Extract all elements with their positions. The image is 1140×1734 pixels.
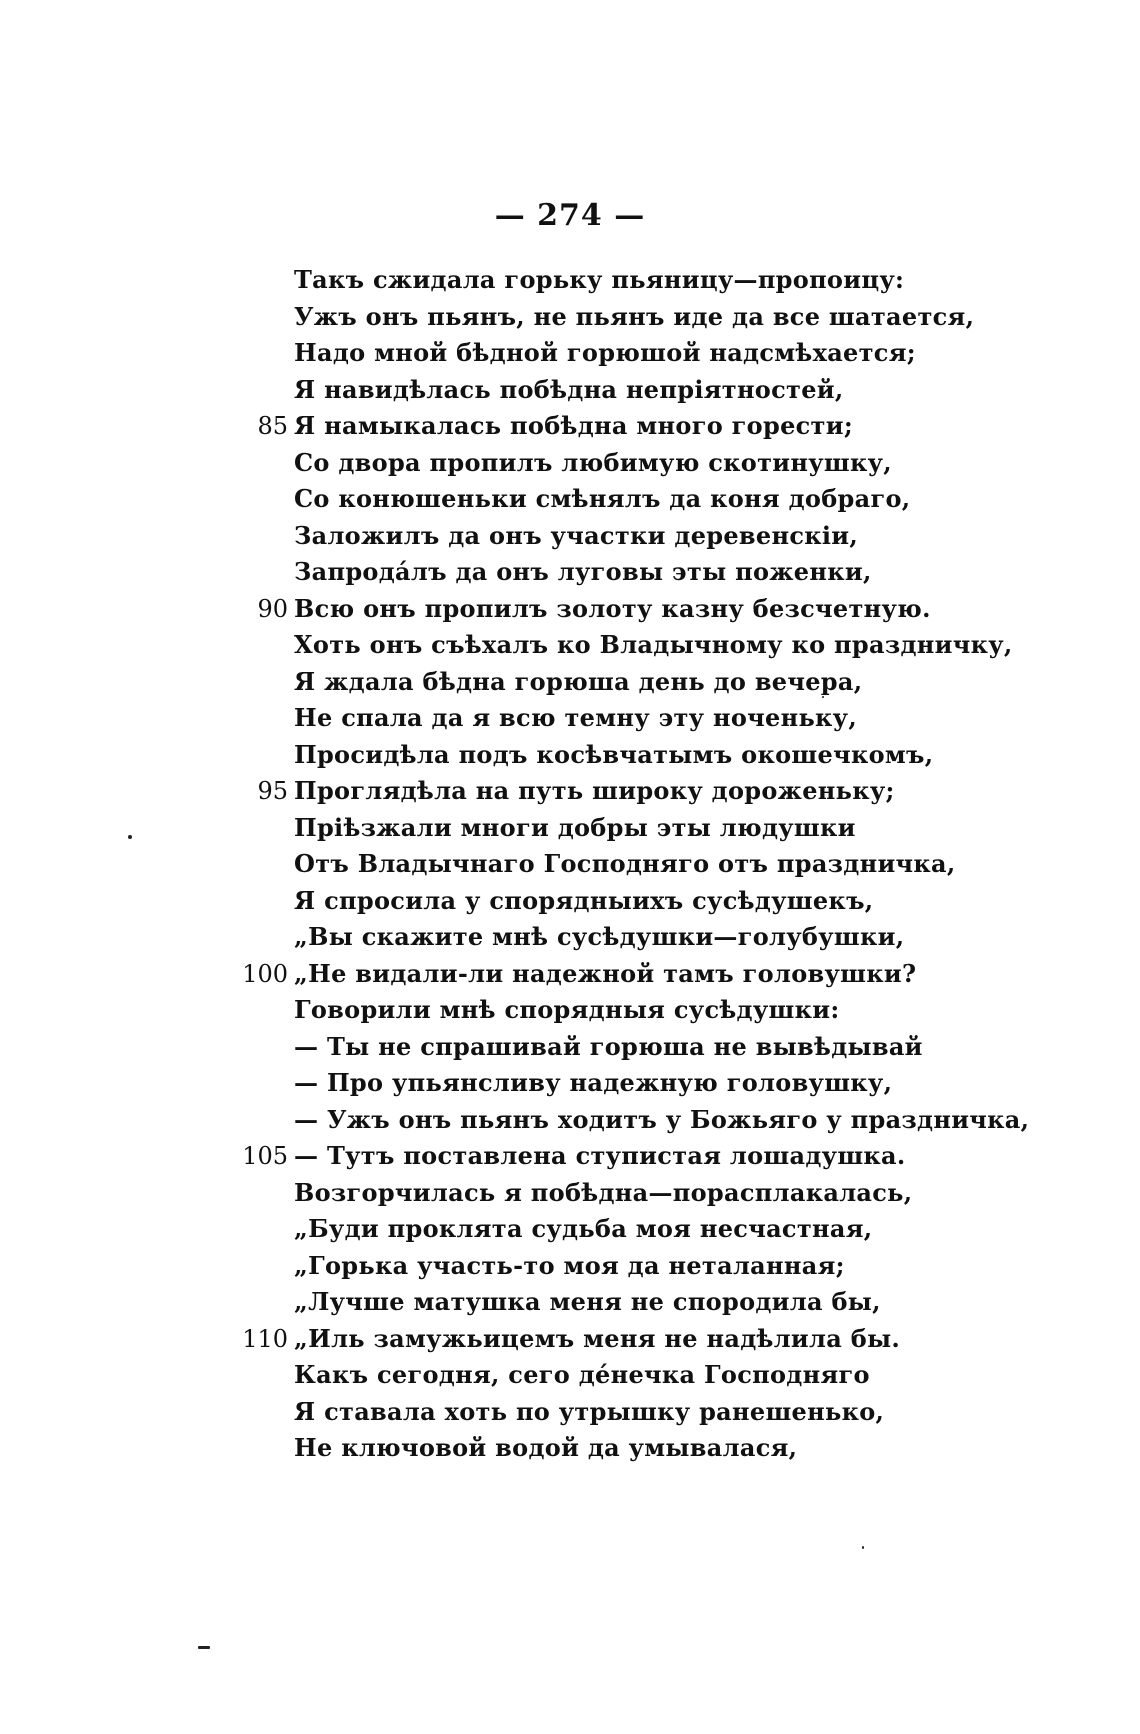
poem-line (0, 956, 1140, 993)
line-text: „Буди проклята судьба моя несчастная, (294, 1214, 873, 1243)
line-text: Какъ сегодня, сего де́нечка Господняго (294, 1360, 870, 1389)
line-number: 90 (257, 594, 288, 623)
poem-line (0, 591, 1140, 628)
poem-line (0, 518, 1140, 555)
line-text: Отъ Владычнаго Господняго отъ праздничка, (294, 849, 956, 878)
line-text: Надо мной бѣдной горюшой надсмѣхается; (294, 338, 916, 367)
poem-line (0, 627, 1140, 664)
line-number: 100 (242, 959, 288, 988)
line-text: Я спросила у спорядныихъ сусѣдушекъ, (294, 885, 874, 915)
line-text: „Лучше матушка меня не спородила бы, (294, 1287, 881, 1316)
line-text: „Не видали-ли надежной тамъ головушки? (294, 958, 917, 988)
scan-speck (198, 1646, 210, 1649)
line-text: — Ты не спрашивай горюша не вывѣдывай (294, 1031, 923, 1061)
poem-line (0, 846, 1140, 883)
line-text: Запрода́лъ да онъ луговы эты поженки, (294, 557, 872, 586)
line-text: Не спала да я всю темну эту ноченьку, (294, 703, 857, 732)
line-text: Такъ сжидала горьку пьяницу—пропоицу: (294, 265, 905, 294)
poem-line (0, 810, 1140, 847)
poem-line (0, 883, 1140, 920)
line-text: — Тутъ поставлена ступистая лошадушка. (294, 1141, 906, 1170)
poem-line (0, 262, 1140, 299)
line-text: Ужъ онъ пьянъ, не пьянъ иде да все шатается, (294, 301, 975, 331)
line-text: „Горька участь-то моя да неталанная; (294, 1250, 845, 1280)
poem-line (0, 299, 1140, 336)
poem-line (0, 1321, 1140, 1358)
line-text: Проглядѣла на путь широку дороженьку; (294, 776, 895, 805)
poem-line (0, 664, 1140, 701)
poem-line (0, 1065, 1140, 1102)
line-text: Со двора пропилъ любимую скотинушку, (294, 447, 892, 477)
line-text: Заложилъ да онъ участки деревенскіи, (294, 520, 859, 550)
poem-line (0, 335, 1140, 372)
scan-speck (822, 696, 824, 698)
poem-line (0, 1394, 1140, 1431)
line-number: 110 (242, 1324, 288, 1353)
line-text: Всю онъ пропилъ золоту казну безсчетную. (294, 593, 931, 623)
page-number: — 274 — (494, 198, 646, 233)
line-number: 85 (257, 412, 288, 440)
line-number: 95 (257, 777, 288, 805)
poem-text (0, 262, 1140, 1467)
line-text: Я навидѣлась побѣдна непріятностей, (294, 374, 844, 404)
line-text: Я намыкалась побѣдна много горести; (294, 411, 853, 440)
poem-line (0, 700, 1140, 737)
scan-speck (862, 1546, 864, 1549)
line-text: Говорили мнѣ спорядныя сусѣдушки: (294, 995, 840, 1024)
line-text: „Вы скажите мнѣ сусѣдушки—голубушки, (294, 922, 905, 951)
poem-line (0, 1284, 1140, 1321)
poem-line (0, 481, 1140, 518)
line-text: Возгорчилась я побѣдна—порасплакалась, (294, 1177, 913, 1207)
poem-line (0, 445, 1140, 482)
line-text: Пріѣзжали многи добры эты людушки (294, 812, 856, 842)
poem-line (0, 773, 1140, 810)
poem-line (0, 919, 1140, 956)
scan-speck (128, 835, 132, 839)
line-text: — Про упьянсливу надежную головушку, (294, 1068, 893, 1097)
line-number: 105 (242, 1142, 288, 1170)
line-text: Я ставала хоть по утрышку ранешенько, (294, 1396, 885, 1426)
poem-line (0, 372, 1140, 409)
poem-line (0, 554, 1140, 591)
poem-line (0, 1029, 1140, 1066)
poem-line (0, 1138, 1140, 1175)
poem-line (0, 737, 1140, 774)
poem-line (0, 1430, 1140, 1467)
line-text: „Иль замужьицемъ меня не надѣлила бы. (294, 1323, 901, 1353)
poem-line (0, 1102, 1140, 1139)
poem-line (0, 1248, 1140, 1285)
poem-line (0, 1357, 1140, 1394)
poem-line (0, 408, 1140, 445)
line-text: — Ужъ онъ пьянъ ходитъ у Божьяго у праздничка, (294, 1104, 1030, 1134)
poem-line (0, 992, 1140, 1029)
poem-line (0, 1211, 1140, 1248)
poem-line (0, 1175, 1140, 1212)
line-text: Не ключовой водой да умывалася, (294, 1433, 798, 1462)
line-text: Со конюшеньки смѣнялъ да коня добраго, (294, 484, 911, 513)
line-text: Я ждала бѣдна горюша день до вечера, (294, 666, 863, 696)
line-text: Хоть онъ съѣхалъ ко Владычному ко праздничку, (294, 630, 1013, 659)
line-text: Просидѣла подъ косѣвчатымъ окошечкомъ, (294, 739, 934, 769)
